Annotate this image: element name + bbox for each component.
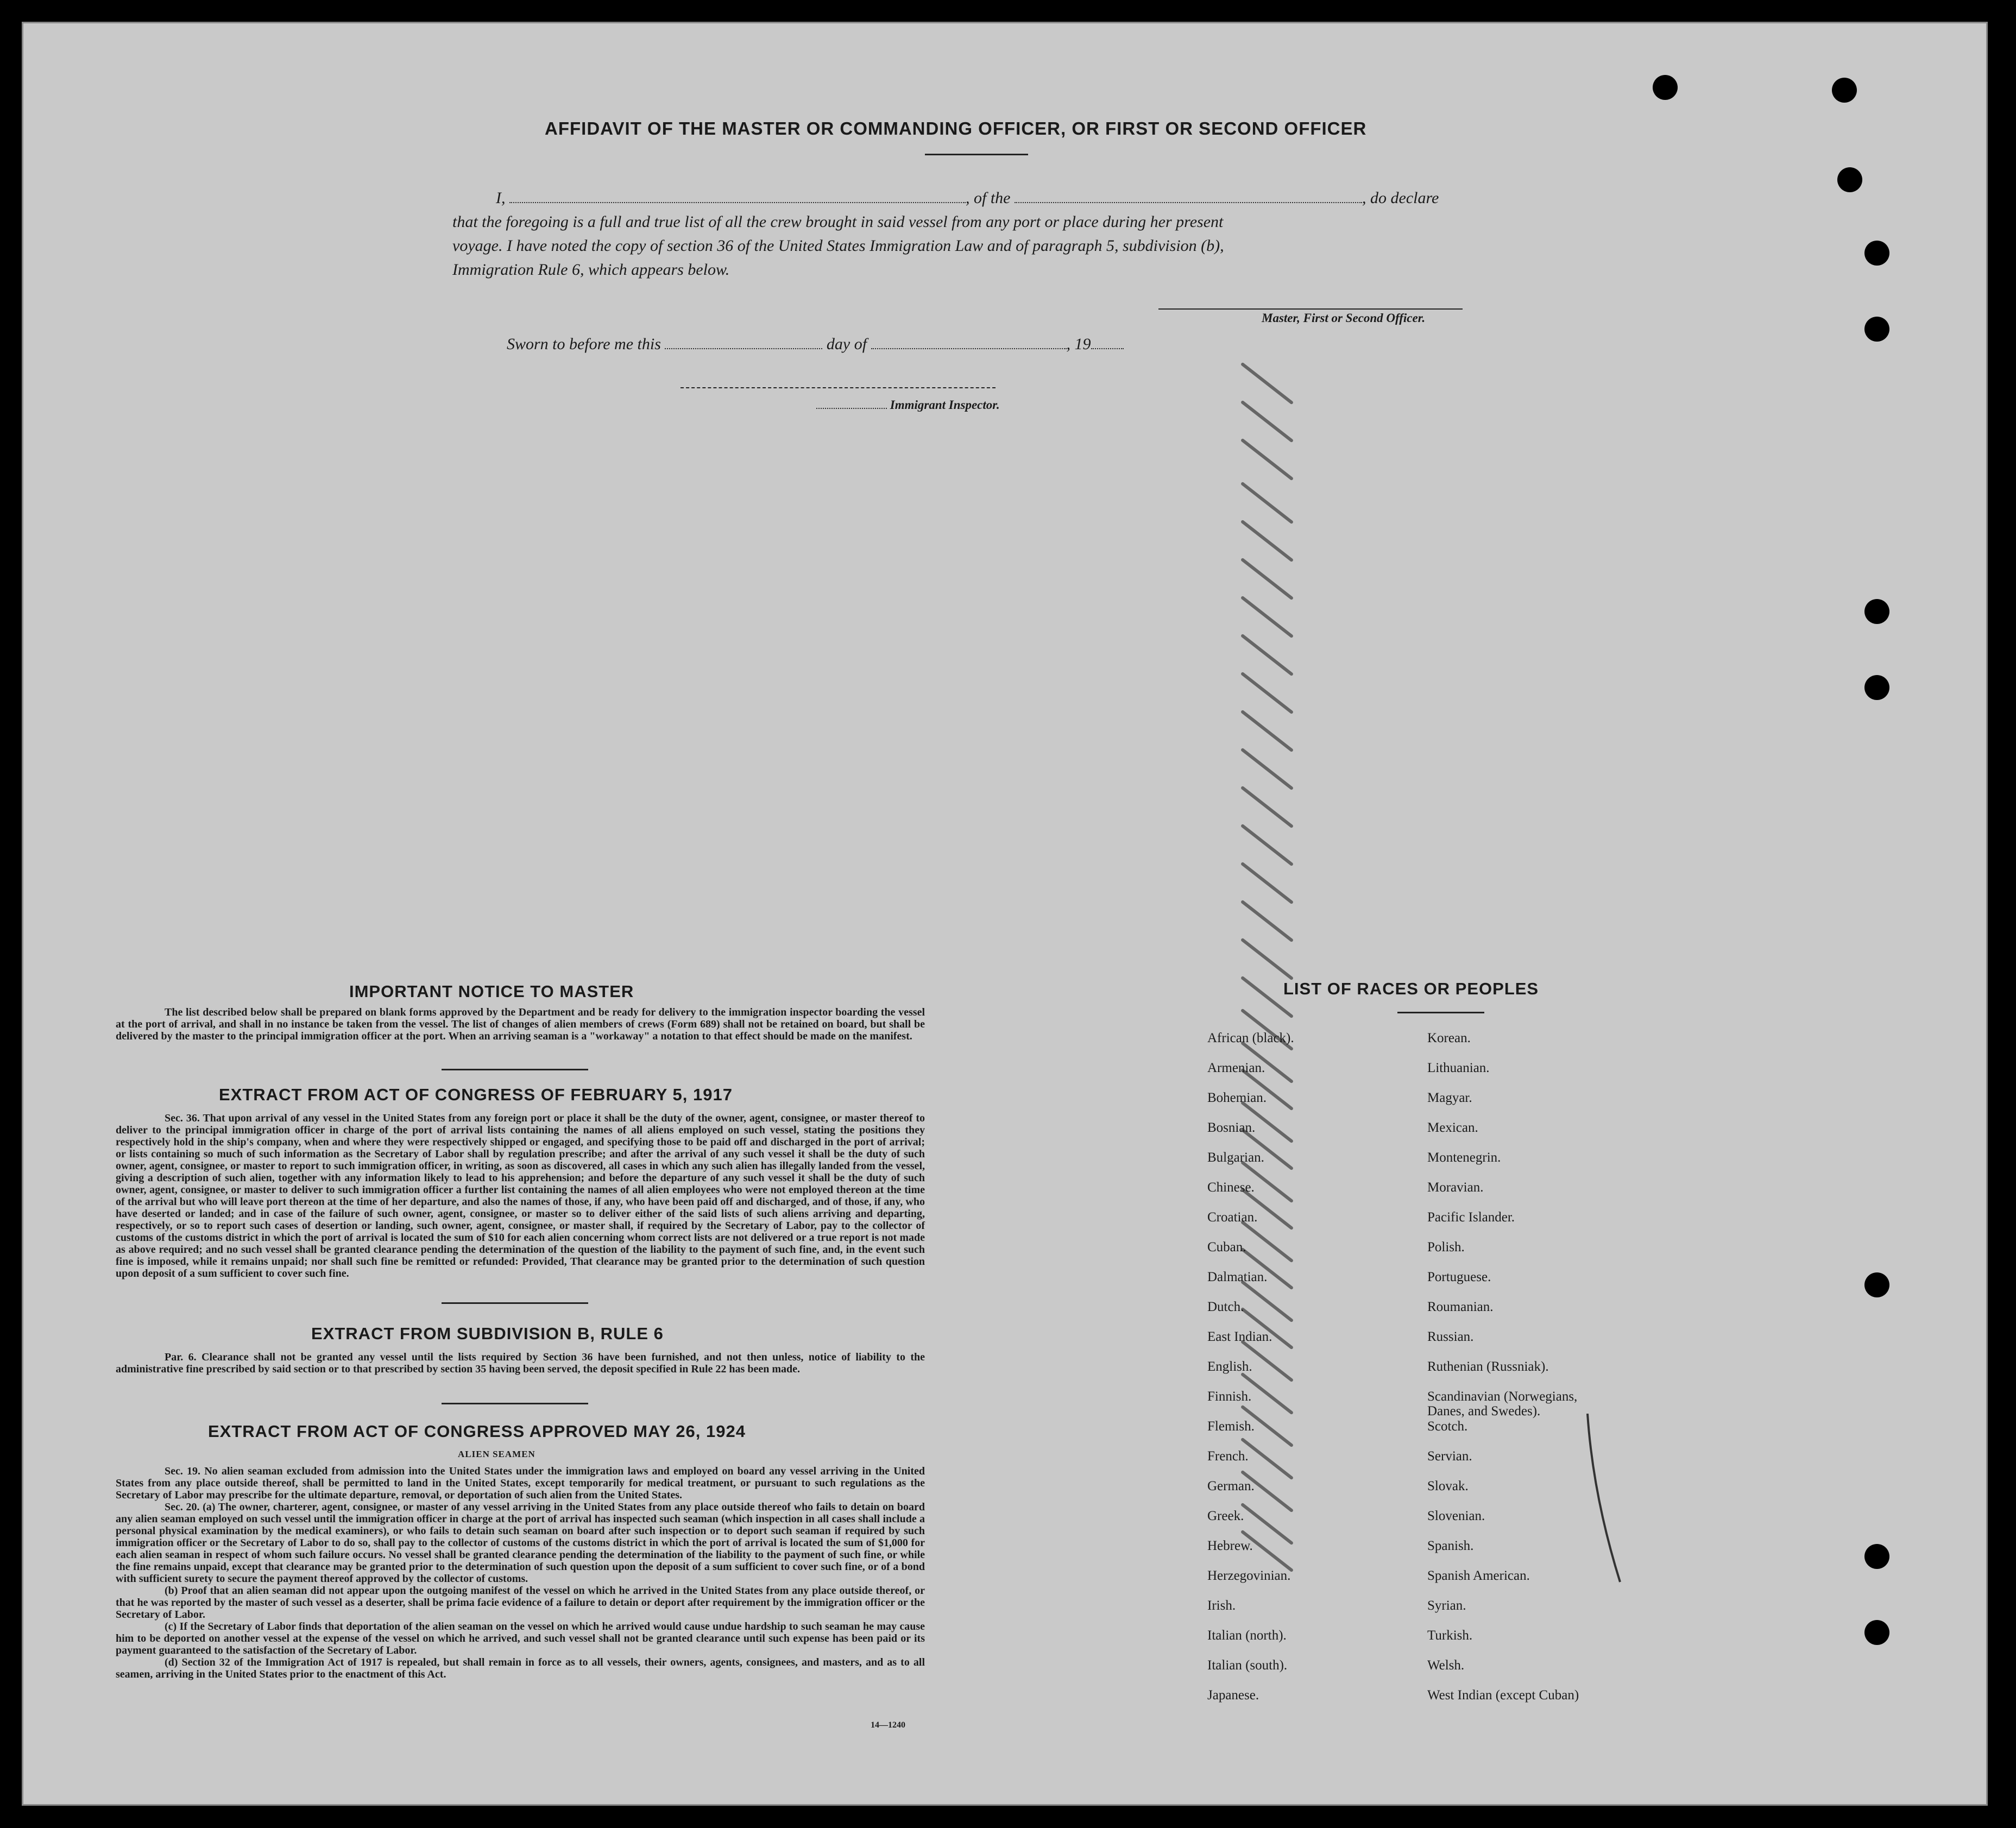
race-item: Slovak. xyxy=(1427,1479,1469,1493)
extract-1924-body xyxy=(116,1465,925,1680)
race-item: Montenegrin. xyxy=(1427,1150,1501,1165)
race-item: Magyar. xyxy=(1427,1091,1472,1105)
affidavit-title: AFFIDAVIT OF THE MASTER OR COMMANDING OFFICER, OR FIRST OR SECOND OFFICER xyxy=(545,118,1367,138)
race-item: Pacific Islander. xyxy=(1427,1210,1515,1225)
race-item: Bulgarian. xyxy=(1207,1150,1264,1165)
race-item: Bosnian. xyxy=(1207,1120,1256,1135)
race-item: Japanese. xyxy=(1207,1688,1259,1703)
extract-rule6-rule xyxy=(442,1403,588,1404)
notice-title: IMPORTANT NOTICE TO MASTER xyxy=(349,982,634,1001)
race-item: English. xyxy=(1207,1359,1252,1374)
sec20a-text: Sec. 20. (a) The owner, charterer, agent, consignee, or master of any vessel arriving in the United States from any place outside thereof who fails to detain on board any alien seaman employed on such vessel until the immigration officer in charge at the port of arrival has inspected such seaman (which inspection in all cases shall include a personal physical examination by the medical examiners), or who fails to detain such seaman on board after such inspection or to deport such seaman if required by such immigration officer or the Secretary of Labor to do so, shall pay to the collector of customs of the customs district in which the port of arrival is located the sum of $1,000 for each alien seaman in respect of whom such failure occurs. No vessel shall be granted clearance pending the determination of the liability to the payment of such fine, or while the fine remains unpaid, except that clearance may be granted prior to the determination of such question upon the deposit of a sum sufficient to cover such fine, or of a bond with sufficient surety to secure the payment thereof approved by the collector of customs. xyxy=(116,1501,925,1585)
sworn-year-field[interactable] xyxy=(1091,333,1124,349)
extract-1924-title: EXTRACT FROM ACT OF CONGRESS APPROVED MAY 26, 1924 xyxy=(208,1422,746,1441)
sworn-label: Sworn to before me this xyxy=(507,335,661,353)
race-item: Moravian. xyxy=(1427,1180,1484,1195)
race-item: Mexican. xyxy=(1427,1120,1478,1135)
vessel-name-field[interactable] xyxy=(1015,187,1362,203)
binder-hole xyxy=(1864,1544,1889,1569)
extract-rule6-text: Par. 6. Clearance shall not be granted any vessel until the lists required by Section 36 have been furnished, and not then unless, notice of liability to the administrative fine prescribed by said section or to that prescribed by section 35 having been served, the deposit specified in Rule 22 has been made. xyxy=(116,1351,925,1375)
title-rule xyxy=(925,154,1028,155)
race-item: Irish. xyxy=(1207,1598,1236,1613)
race-item: Flemish. xyxy=(1207,1419,1255,1434)
i-label: I, xyxy=(496,189,506,207)
race-item: Roumanian. xyxy=(1427,1300,1494,1314)
race-item: Korean. xyxy=(1427,1031,1471,1045)
declaration-line-0 xyxy=(496,186,1528,210)
binder-hole xyxy=(1832,78,1857,103)
sworn-day-field[interactable] xyxy=(665,333,822,349)
extract-1924-subtitle: ALIEN SEAMEN xyxy=(458,1449,536,1459)
inspector-line xyxy=(816,398,1000,412)
races-title: LIST OF RACES OR PEOPLES xyxy=(1283,979,1539,998)
races-rule xyxy=(1397,1012,1484,1013)
race-item: Croatian. xyxy=(1207,1210,1258,1225)
race-item: Italian (south). xyxy=(1207,1658,1288,1673)
race-item: Servian. xyxy=(1427,1449,1472,1464)
sworn-month-field[interactable] xyxy=(871,333,1067,349)
binder-hole xyxy=(1837,167,1862,192)
race-item: Greek. xyxy=(1207,1509,1244,1523)
sec20b-text: (b) Proof that an alien seaman did not appear upon the outgoing manifest of the vessel on which he arrived in the United States from any place outside thereof, or that he was reported by the master of such vessel as a deserter, shall be prima facie evidence of a failure to detain or deport after requirement by the immigration officer or the Secretary of Labor. xyxy=(116,1585,925,1621)
declaration-line-1: that the foregoing is a full and true list of all the crew brought in said vessel from any port or place during her present xyxy=(452,213,1224,231)
binder-hole xyxy=(1653,75,1678,100)
binder-hole xyxy=(1864,317,1889,342)
of-the-label: , of the xyxy=(966,189,1011,207)
race-item: Hebrew. xyxy=(1207,1539,1253,1553)
race-item: Lithuanian. xyxy=(1427,1061,1490,1075)
race-item: Dalmatian. xyxy=(1207,1270,1268,1284)
race-item: Herzegovinian. xyxy=(1207,1568,1291,1583)
signature-line[interactable] xyxy=(1158,308,1463,310)
sec20d-text: (d) Section 32 of the Immigration Act of 1917 is repealed, but shall remain in force as to all vessels, their owners, agents, consignees, and masters, and as to all seamen, arriving in the United States prior to the enactment of this Act. xyxy=(116,1656,925,1680)
extract-rule6-title: EXTRACT FROM SUBDIVISION B, RULE 6 xyxy=(311,1324,664,1343)
master-name-field[interactable] xyxy=(509,187,966,203)
sworn-line xyxy=(507,333,1124,354)
pencil-bracket-mark xyxy=(1582,1414,1626,1587)
race-item: Finnish. xyxy=(1207,1389,1252,1404)
binder-hole xyxy=(1864,675,1889,700)
race-item: Ruthenian (Russniak). xyxy=(1427,1359,1549,1374)
inspector-name-field[interactable] xyxy=(816,398,887,409)
signer-label: Master, First or Second Officer. xyxy=(1262,311,1426,325)
race-item: Turkish. xyxy=(1427,1628,1473,1643)
notice-rule xyxy=(442,1069,588,1070)
extract-1917-rule xyxy=(442,1302,588,1304)
form-page xyxy=(22,22,1988,1806)
sec20c-text: (c) If the Secretary of Labor finds that deportation of the alien seaman on the vessel on which he arrived would cause undue hardship to such seaman he may cause him to be deported on another vessel at the expense of the vessel on which he arrived, and such vessel shall not be granted clearance until such expense has been paid or its payment guaranteed to the satisfaction of the Secretary of Labor. xyxy=(116,1621,925,1656)
sec19-text: Sec. 19. No alien seaman excluded from admission into the United States under the immigration laws and employed on board any vessel arriving in the United States from any place outside thereof, shall be permitted to land in the United States, except temporarily for medical treatment, or pursuant to such regulations as the Secretary of Labor may prescribe for the ultimate departure, removal, or deportation of such alien from the United States. xyxy=(116,1465,925,1501)
binder-hole xyxy=(1864,1620,1889,1645)
race-item: East Indian. xyxy=(1207,1329,1272,1344)
race-item: Chinese. xyxy=(1207,1180,1255,1195)
day-of-label: day of xyxy=(826,335,867,353)
race-item: French. xyxy=(1207,1449,1249,1464)
race-item: Polish. xyxy=(1427,1240,1465,1255)
inspector-label: Immigrant Inspector. xyxy=(890,398,1000,412)
race-item: Scandinavian (Norwegians, Danes, and Swedes). xyxy=(1427,1389,1578,1419)
form-number: 14—1240 xyxy=(871,1720,905,1730)
race-item: Spanish American. xyxy=(1427,1568,1530,1583)
declaration-line-3: Immigration Rule 6, which appears below. xyxy=(452,261,730,279)
race-item: Spanish. xyxy=(1427,1539,1474,1553)
race-item: Dutch. xyxy=(1207,1300,1244,1314)
binder-hole xyxy=(1864,599,1889,624)
binder-hole xyxy=(1864,1272,1889,1297)
notice-text: The list described below shall be prepared on blank forms approved by the Department and be ready for delivery to the immigration inspector boarding the vessel at the port of arrival, and shall in no instance be taken from the vessel. The list of changes of alien members of crews (Form 689) shall not be retained on board, but shall be delivered by the master to the principal immigration officer at the port. When an arriving seaman is a "workaway" a notation to that effect should be made on the manifest. xyxy=(116,1006,925,1042)
race-item: Italian (north). xyxy=(1207,1628,1287,1643)
extract-1917-text: Sec. 36. That upon arrival of any vessel in the United States from any foreign port or place it shall be the duty of the owner, agent, consignee, or master thereof to deliver to the principal immigration officer in charge of the port of arrival lists containing the names of all aliens employed on such vessel, stating the positions they respectively hold in the ship's company, when and where they were respectively shipped or engaged, and specifying those to be paid off and discharged in the port of arrival; or lists containing so much of such information as the Secretary of Labor shall by regulation prescribe; and after the arrival of any such vessel it shall be the duty of such owner, agent, consignee, or master to report to such immigration officer, in writing, as soon as discovered, all cases in which any such alien has illegally landed from the vessel, giving a description of such alien, together with any information likely to lead to his apprehension; and before the departure of any such vessel it shall be the duty of such owner, agent, consignee, or master to deliver to such immigration officer a further list containing the names of all alien employees who were not employed thereon at the time of the arrival but who will leave port thereon at the time of her departure, and also the names of those, if any, who have been paid off and discharged, and of those, if any, who have deserted or landed; and in case of the failure of such owner, agent, consignee, or master so to deliver either of the said lists of such aliens arriving and departing, respectively, or so to report such cases of desertion or landing, such owner, agent, consignee, or master shall, if required by the Secretary of Labor, pay to the collector of customs of the customs district in which the port of arrival is located the sum of $10 for each alien concerning whom correct lists are not delivered or a true report is not made as above required; and no such vessel shall be granted clearance pending the determination of the question of the liability to the payment of such fine, and, in the event such fine is imposed, while it remains unpaid; nor shall such fine be remitted or refunded: Provided, That clearance may be granted prior to the determination of such question upon deposit of a sum sufficient to cover such fine. xyxy=(116,1112,925,1279)
declaration-line-2: voyage. I have noted the copy of section 36 of the United States Immigration Law and of paragraph 5, subdivision (b), xyxy=(452,237,1224,255)
affidavit-declaration xyxy=(452,186,1528,282)
race-item: Russian. xyxy=(1427,1329,1474,1344)
race-item: West Indian (except Cuban) xyxy=(1427,1688,1579,1703)
race-item: Syrian. xyxy=(1427,1598,1466,1613)
race-item: German. xyxy=(1207,1479,1255,1493)
race-item: Armenian. xyxy=(1207,1061,1265,1075)
year-label: , 19 xyxy=(1066,335,1091,353)
race-item: Cuban. xyxy=(1207,1240,1246,1255)
race-item: Slovenian. xyxy=(1427,1509,1485,1523)
race-item: African (black). xyxy=(1207,1031,1294,1045)
race-item: Welsh. xyxy=(1427,1658,1465,1673)
extract-1917-title: EXTRACT FROM ACT OF CONGRESS OF FEBRUARY 5, 1917 xyxy=(219,1085,733,1104)
race-item: Scotch. xyxy=(1427,1419,1468,1434)
race-item: Portuguese. xyxy=(1427,1270,1491,1284)
inspector-signature-line[interactable] xyxy=(681,387,996,388)
race-item: Bohemian. xyxy=(1207,1091,1267,1105)
binder-hole xyxy=(1864,241,1889,266)
do-declare-label: , do declare xyxy=(1362,189,1439,207)
